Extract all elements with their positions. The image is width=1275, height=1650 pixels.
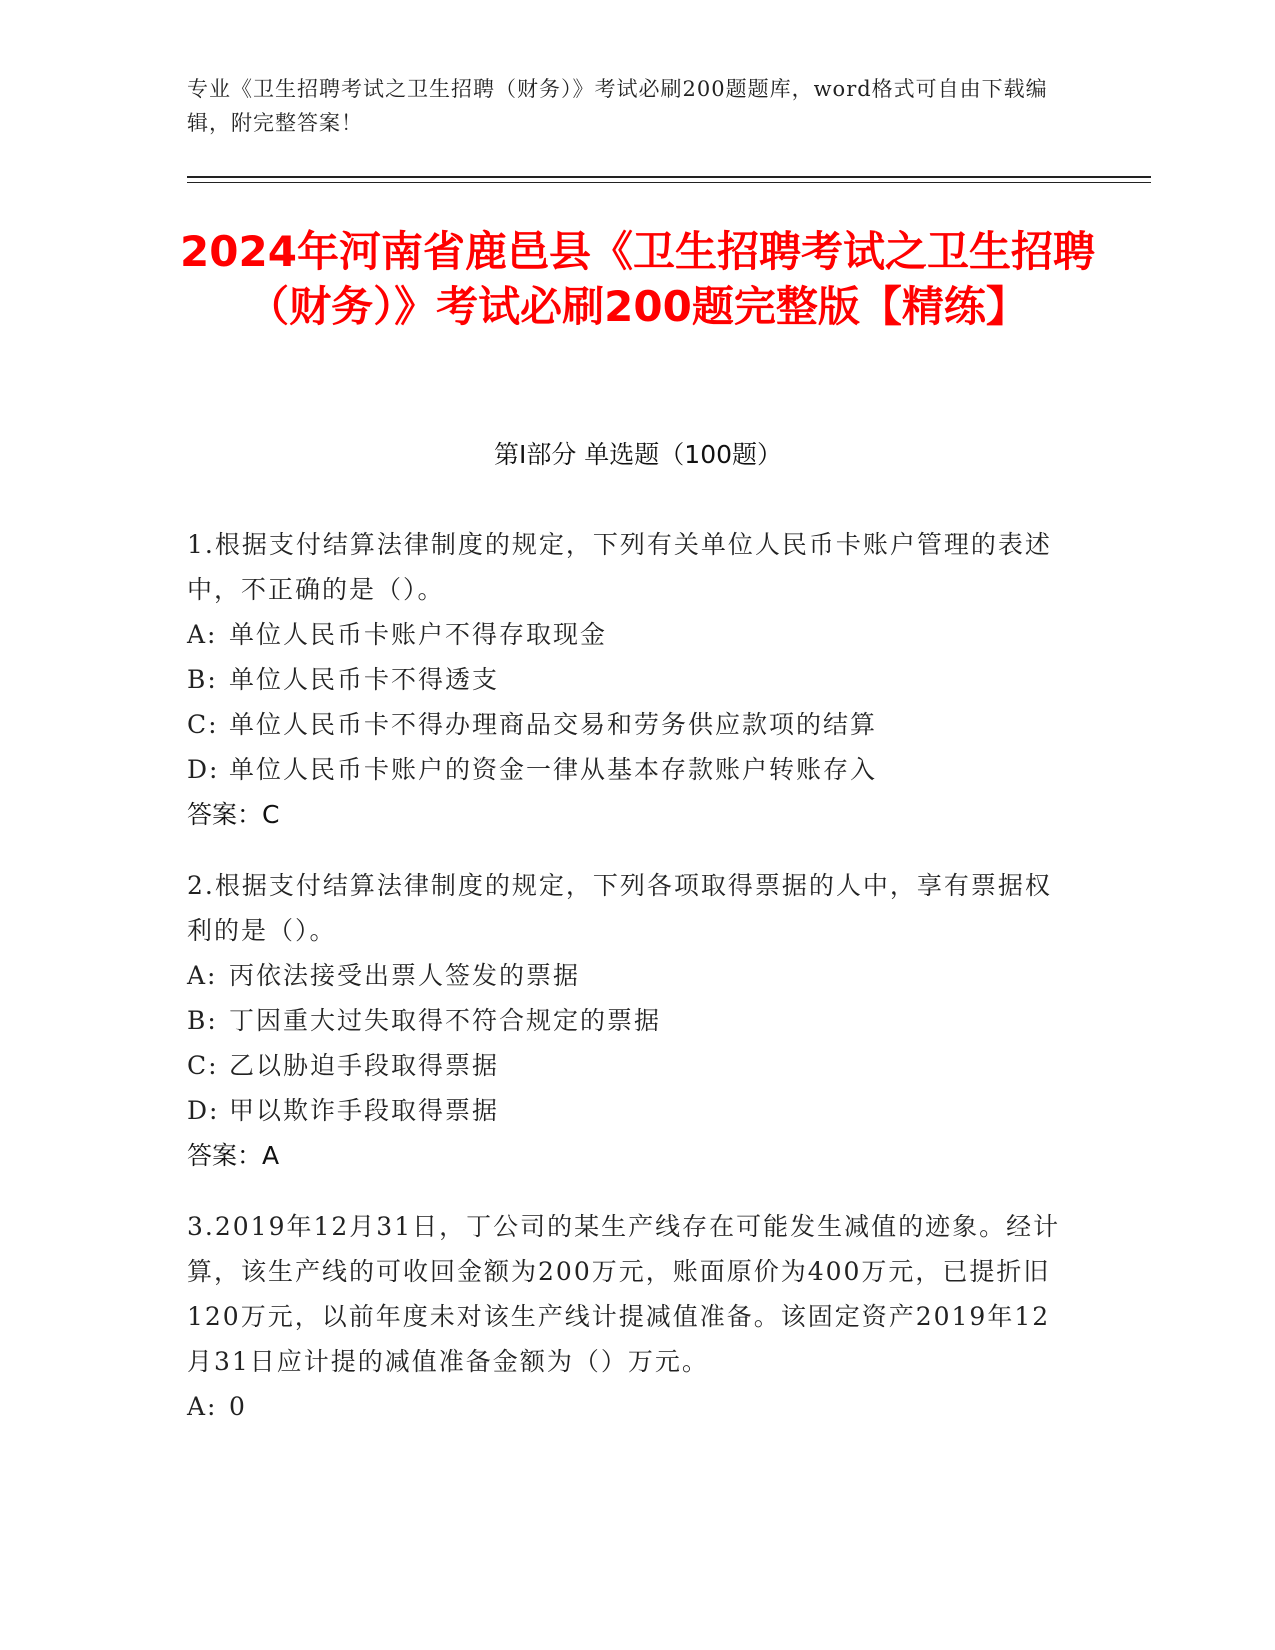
option-text: 丙依法接受出票人签发的票据 [229,961,581,990]
option-c [187,702,1067,747]
option-text: 甲以欺诈手段取得票据 [229,1096,500,1125]
option-a [187,612,1067,657]
question-stem: 1.根据支付结算法律制度的规定，下列有关单位人民币卡账户管理的表述中，不正确的是（）。 [187,530,1052,604]
question-stem: 3.2019年12月31日，丁公司的某生产线存在可能发生减值的迹象。经计算，该生产线的可收回金额为200万元，账面原价为400万元，已提折旧120万元，以前年度未对该生产线计提减值准备。该固定资产2019年12月31日应计提的减值准备金额为（）万元。 [187,1212,1061,1376]
option-d [187,1088,1067,1133]
document-title: 2024年河南省鹿邑县《卫生招聘考试之卫生招聘（财务）》考试必刷200题完整版【精练】 [180,227,1095,331]
option-c [187,1043,1067,1088]
header-note: 专业《卫生招聘考试之卫生招聘（财务）》考试必刷200题题库，word格式可自由下载编辑，附完整答案！ [187,77,1048,135]
option-key: A: [187,620,218,649]
option-text: 单位人民币卡不得办理商品交易和劳务供应款项的结算 [229,710,878,739]
option-key: B: [187,665,218,694]
section-heading: 第Ⅰ部分 单选题（100题） [493,440,783,469]
question-item [187,863,1067,1178]
option-a [187,953,1067,998]
question-list [187,522,1067,1455]
option-key: A: [187,961,218,990]
option-text: 丁因重大过失取得不符合规定的票据 [229,1006,662,1035]
question-stem: 2.根据支付结算法律制度的规定，下列各项取得票据的人中，享有票据权利的是（）。 [187,871,1052,945]
question-item [187,1204,1067,1429]
header-divider-thick [187,176,1151,178]
option-text: 乙以胁迫手段取得票据 [229,1051,500,1080]
option-b [187,998,1067,1043]
option-key: C: [187,1051,219,1080]
answer-line: 答案：A [187,1141,280,1170]
option-key: D: [187,755,220,784]
question-item [187,522,1067,837]
option-key: D: [187,1096,220,1125]
option-key: A: [187,1392,218,1421]
header-divider-thin [187,182,1151,183]
answer-line: 答案：C [187,800,280,829]
option-b [187,657,1067,702]
option-key: B: [187,1006,218,1035]
option-text: 单位人民币卡不得透支 [229,665,500,694]
option-a [187,1384,1067,1429]
option-d [187,747,1067,792]
option-key: C: [187,710,219,739]
option-text: 单位人民币卡账户不得存取现金 [229,620,608,649]
option-text: 0 [229,1392,247,1421]
option-text: 单位人民币卡账户的资金一律从基本存款账户转账存入 [229,755,878,784]
